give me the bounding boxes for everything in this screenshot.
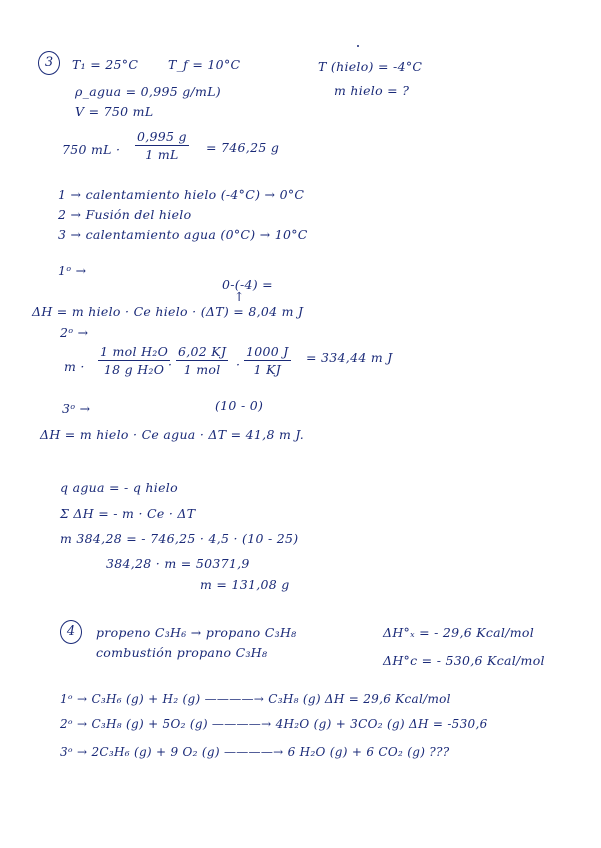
step2-fraction-1-den: 18 g H₂O — [103, 362, 165, 377]
step2-dot-2: · — [236, 357, 241, 372]
step2-result: = 334,44 m J — [306, 350, 393, 365]
water-volume: V = 750 mL — [75, 104, 154, 119]
step1-label: 1ᵒ → — [58, 263, 87, 278]
heat-balance-line-3: m 384,28 = - 746,25 · 4,5 · (10 - 25) — [60, 531, 299, 546]
step2-fraction-2-den: 1 mol — [183, 362, 221, 377]
step3-equation: ΔH = m hielo · Ce agua · ΔT = 41,8 m J. — [40, 427, 305, 442]
problem-3-number: 3 — [38, 51, 60, 75]
problem4-reaction-desc: propeno C₃H₆ → propano C₃H₈ — [96, 625, 297, 640]
initial-temperature: T₁ = 25°C — [72, 57, 139, 72]
step1-equation: ΔH = m hielo · Ce hielo · (ΔT) = 8,04 m J — [32, 304, 304, 319]
step1-delta-note: 0-(-4) = — [222, 277, 273, 292]
step2-mass: m · — [64, 359, 85, 374]
step1-arrow: ↑ — [234, 289, 245, 304]
step2-fraction-2-num: 6,02 KJ — [178, 344, 227, 359]
ice-mass-question: m hielo = ? — [334, 83, 410, 98]
step2-fraction-3-den: 1 KJ — [253, 362, 282, 377]
step2-dot-1: · — [168, 357, 173, 372]
step-list-item-2: 2 → Fusión del hielo — [58, 207, 192, 222]
step-list-item-3: 3 → calentamiento agua (0°C) → 10°C — [58, 227, 308, 242]
stray-dot — [357, 45, 359, 47]
step2-fraction-3-num: 1000 J — [246, 344, 289, 359]
reaction-line-1: 1ᵒ → C₃H₆ (g) + H₂ (g) ————→ C₃H₈ (g) ΔH = 29,6 Kcal/mol — [60, 692, 451, 706]
step2-fraction-1-num: 1 mol H₂O — [100, 344, 169, 359]
step2-label: 2ᵒ → — [60, 325, 89, 340]
step2-fraction-1 — [98, 344, 173, 377]
reaction-line-3: 3ᵒ → 2C₃H₆ (g) + 9 O₂ (g) ————→ 6 H₂O (g) + 6 CO₂ (g) ??? — [60, 745, 450, 759]
step-list-item-1: 1 → calentamiento hielo (-4°C) → 0°C — [58, 187, 305, 202]
problem4-enthalpy-1: ΔH°ₓ = - 29,6 Kcal/mol — [383, 625, 535, 640]
step3-delta-note: (10 - 0) — [215, 398, 264, 413]
density-fraction — [135, 130, 189, 162]
step2-fraction-2 — [176, 345, 228, 377]
reaction-line-2: 2ᵒ → C₃H₈ (g) + 5O₂ (g) ————→ 4H₂O (g) + 3CO₂ (g) ΔH = -530,6 — [60, 717, 488, 731]
step2-fraction-3 — [244, 345, 291, 377]
mass-result: = 746,25 g — [206, 140, 280, 155]
problem4-enthalpy-2: ΔH°c = - 530,6 Kcal/mol — [383, 653, 545, 668]
heat-balance-line-1: q agua = - q hielo — [60, 480, 178, 495]
water-density: ρ_agua = 0,995 g/mL) — [75, 84, 221, 99]
heat-balance-line-4: 384,28 · m = 50371,9 — [106, 556, 250, 571]
problem4-combustion-desc: combustión propano C₃H₈ — [96, 645, 268, 660]
ice-temperature: T (hielo) = -4°C — [318, 59, 423, 74]
mass-calc-lead: 750 mL · — [62, 142, 121, 157]
density-numerator: 0,995 g — [137, 129, 187, 144]
step3-label: 3ᵒ → — [62, 401, 91, 416]
problem-4-number: 4 — [60, 620, 82, 644]
final-temperature: T_f = 10°C — [168, 57, 241, 72]
density-denominator: 1 mL — [145, 147, 179, 162]
heat-balance-line-2: Σ ΔH = - m · Ce · ΔT — [60, 506, 196, 521]
heat-balance-result: m = 131,08 g — [200, 577, 290, 592]
